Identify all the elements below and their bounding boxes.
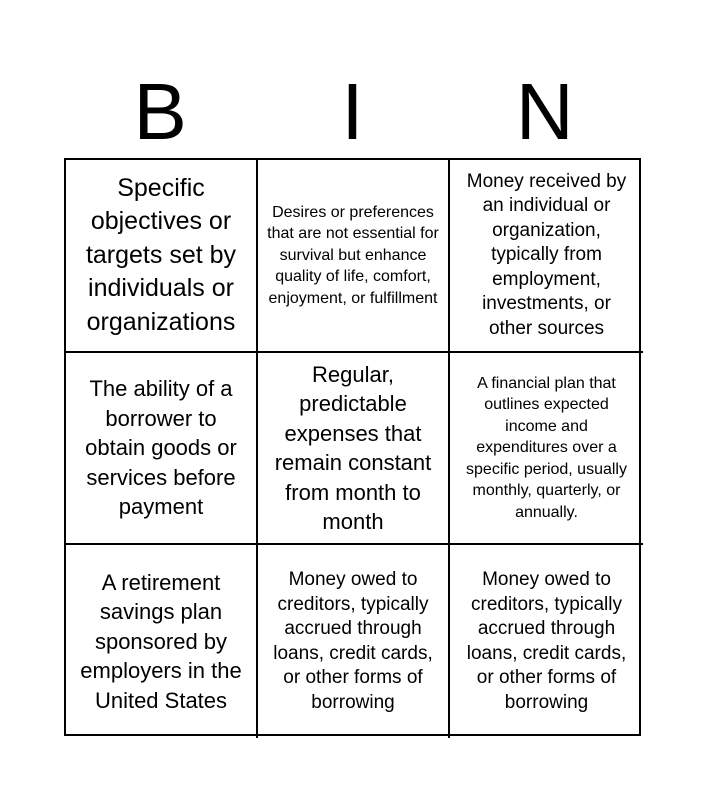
bingo-header [64, 66, 641, 158]
bingo-cell: Money owed to creditors, typically accrued through loans, credit cards, or other forms of borrowing [466, 569, 627, 713]
header-letter-b: B [133, 67, 187, 156]
header-letter-i: I [341, 67, 364, 156]
bingo-cell: Regular, predictable expenses that remain constant from month to month [258, 353, 450, 545]
bingo-grid [64, 158, 641, 736]
bingo-cell: A financial plan that outlines expected income and expenditures over a specific period, usually monthly, quarterly, or annually. [450, 353, 643, 545]
bingo-cell: Money received by an individual or organization, typically from employment, investments, or other sources [450, 160, 643, 353]
bingo-cell: Specific objectives or targets set by individuals or organizations [66, 160, 258, 353]
header-letter-n: N [515, 67, 574, 156]
bingo-cell: Money owed to creditors, typically accrued through loans, credit cards, or other forms of borrowing [258, 545, 450, 738]
bingo-cell: Desires or preferences that are not essential for survival but enhance quality of life, comfort, enjoyment, or fulfillment [258, 160, 450, 353]
bingo-cell: A retirement savings plan sponsored by employers in the United States [66, 545, 258, 738]
bingo-cell: The ability of a borrower to obtain goods or services before payment [66, 353, 258, 545]
